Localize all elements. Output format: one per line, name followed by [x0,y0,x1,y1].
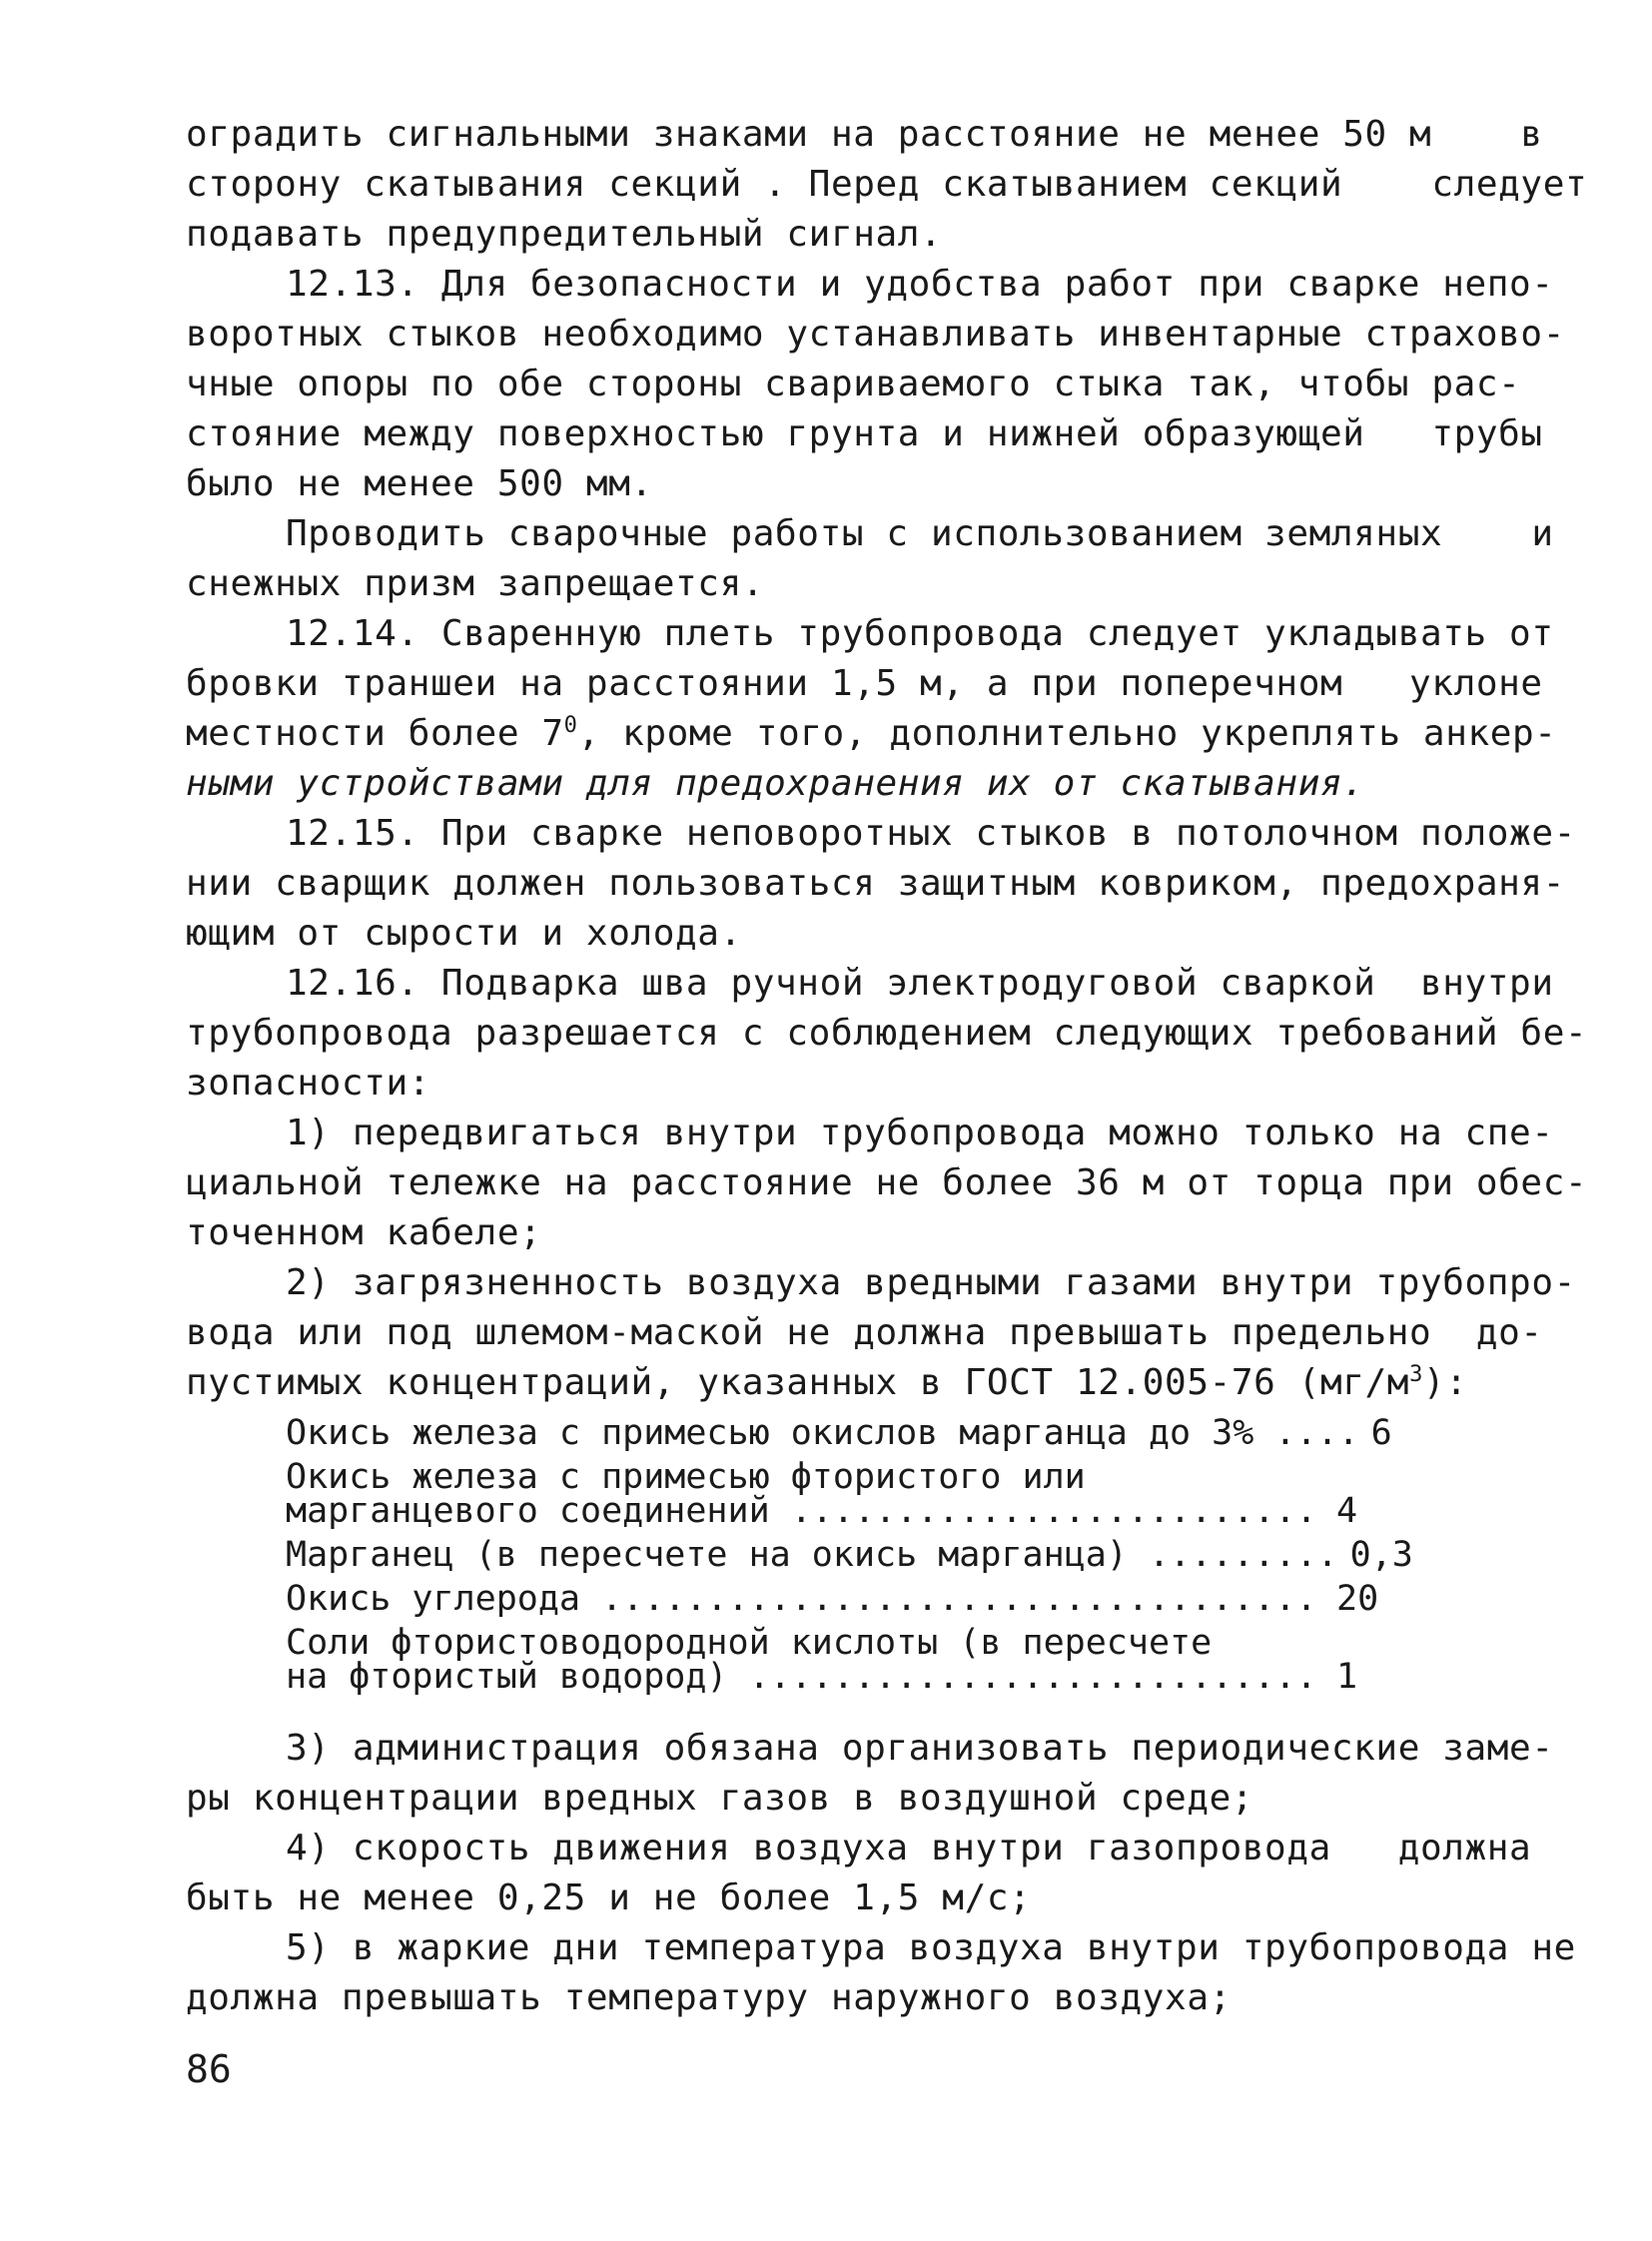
substance-label: Окись железа с примесью окислов марганца до 3% .... [286,1413,1359,1453]
spacer [186,1704,1474,1724]
text-line: Проводить сварочные работы с использованием земляных и [286,513,1554,554]
cube-superscript: 3 [1409,1362,1423,1387]
substance-label: Окись углерода .................................. [286,1579,1317,1619]
text-line: вода или под шлемом-маской не должна превышать предельно до- [186,1312,1543,1353]
concentration-value: 0,3 [1349,1535,1413,1575]
degree-superscript: 0 [563,713,578,738]
text-line: циальной тележке на расстояние не более 36 м от торца при обес- [186,1162,1588,1203]
text-line: 2) загрязненность воздуха вредными газами внутри трубопро- [286,1262,1576,1303]
table-row [286,1457,1404,1531]
table-row [286,1535,1413,1575]
text-line: 3) администрация обязана организовать периодические заме- [286,1728,1554,1769]
list-item-1 [186,1109,1588,1258]
text-line: подавать предупредительный сигнал. [186,214,943,255]
clause-12-14 [186,609,1557,809]
list-item-4 [186,1824,1532,1923]
list-item-5 [186,1923,1576,2023]
concentration-value: 4 [1336,1491,1358,1531]
text-line: 4) скорость движения воздуха внутри газопровода должна [286,1828,1532,1868]
text-line [186,1358,1474,1408]
table-row [286,1579,1404,1619]
text-line: нии сварщик должен пользоваться защитным ковриком, предохраня- [186,863,1565,904]
document-page [186,110,1588,2023]
text-line: оградить сигнальными знаками на расстояние не менее 50 м в [186,114,1543,155]
substance-label: Марганец (в пересчете на окись марганца) ......... [286,1535,1338,1575]
page-number: 86 [186,2047,232,2091]
clause-12-15 [186,809,1576,959]
text-line: точенном кабеле; [186,1212,542,1253]
substance-label: Окись железа с примесью фтористого или марганцевого соединений ......................... [286,1457,1317,1531]
text-line: должна превышать температуру наружного воздуха; [186,1977,1232,2018]
table-row [286,1623,1404,1697]
concentration-value: 20 [1336,1579,1379,1619]
text-line: 12.15. При сварке неповоротных стыков в потолочном положе- [286,813,1576,854]
text-line: стояние между поверхностью грунта и нижней образующей трубы [186,413,1543,454]
text-fragment: , кроме того, дополнительно укреплять анкер- [577,713,1557,754]
text-line: снежных призм запрещается. [186,563,765,604]
clause-12-13 [186,260,1565,509]
text-line: ющим от сырости и холода. [186,913,742,954]
table-row [286,1413,1404,1453]
list-item-2 [186,1258,1576,1408]
concentration-value: 6 [1370,1413,1392,1453]
clause-12-16 [186,959,1588,1109]
text-line: бровки траншеи на расстоянии 1,5 м, а при поперечном уклоне [186,663,1543,704]
text-line: быть не менее 0,25 и не более 1,5 м/с; [186,1877,1032,1918]
text-line: было не менее 500 мм. [186,463,653,504]
substance-label: Соли фтористоводородной кислоты (в пересчете на фтористый водород) ........................... [286,1623,1317,1697]
text-fragment: местности более 7 [186,713,564,754]
text-line: ными устройствами для предохранения их от скатывания. [186,763,1365,804]
list-item-3 [186,1724,1554,1824]
paragraph-welding-restriction [186,509,1554,609]
text-line: трубопровода разрешается с соблюдением следующих требований бе- [186,1013,1588,1054]
text-line: чные опоры по обе стороны свариваемого стыка так, чтобы рас- [186,364,1521,404]
text-fragment: пустимых концентраций, указанных в ГОСТ 12.005-76 (мг/м [186,1362,1410,1403]
text-line: воротных стыков необходимо устанавливать инвентарные страхово- [186,314,1565,355]
text-line: 1) передвигаться внутри трубопровода можно только на спе- [286,1113,1554,1153]
text-line: 5) в жаркие дни температура воздуха внутри трубопровода не [286,1927,1576,1968]
text-line: сторону скатывания секций . Перед скатыванием секций следует [186,164,1588,205]
text-line: 12.16. Подварка шва ручной электродуговой сваркой внутри [286,963,1554,1004]
text-line [186,709,1557,759]
text-line: 12.14. Сваренную плеть трубопровода следует укладывать от [286,613,1554,654]
paragraph-continuation [186,110,1588,260]
concentration-table [286,1413,1413,1697]
text-line: 12.13. Для безопасности и удобства работ при сварке непо- [286,264,1554,305]
concentration-value: 1 [1336,1657,1358,1697]
text-line: зопасности: [186,1063,431,1104]
text-line: ры концентрации вредных газов в воздушной среде; [186,1778,1254,1819]
text-fragment: ): [1422,1362,1468,1403]
